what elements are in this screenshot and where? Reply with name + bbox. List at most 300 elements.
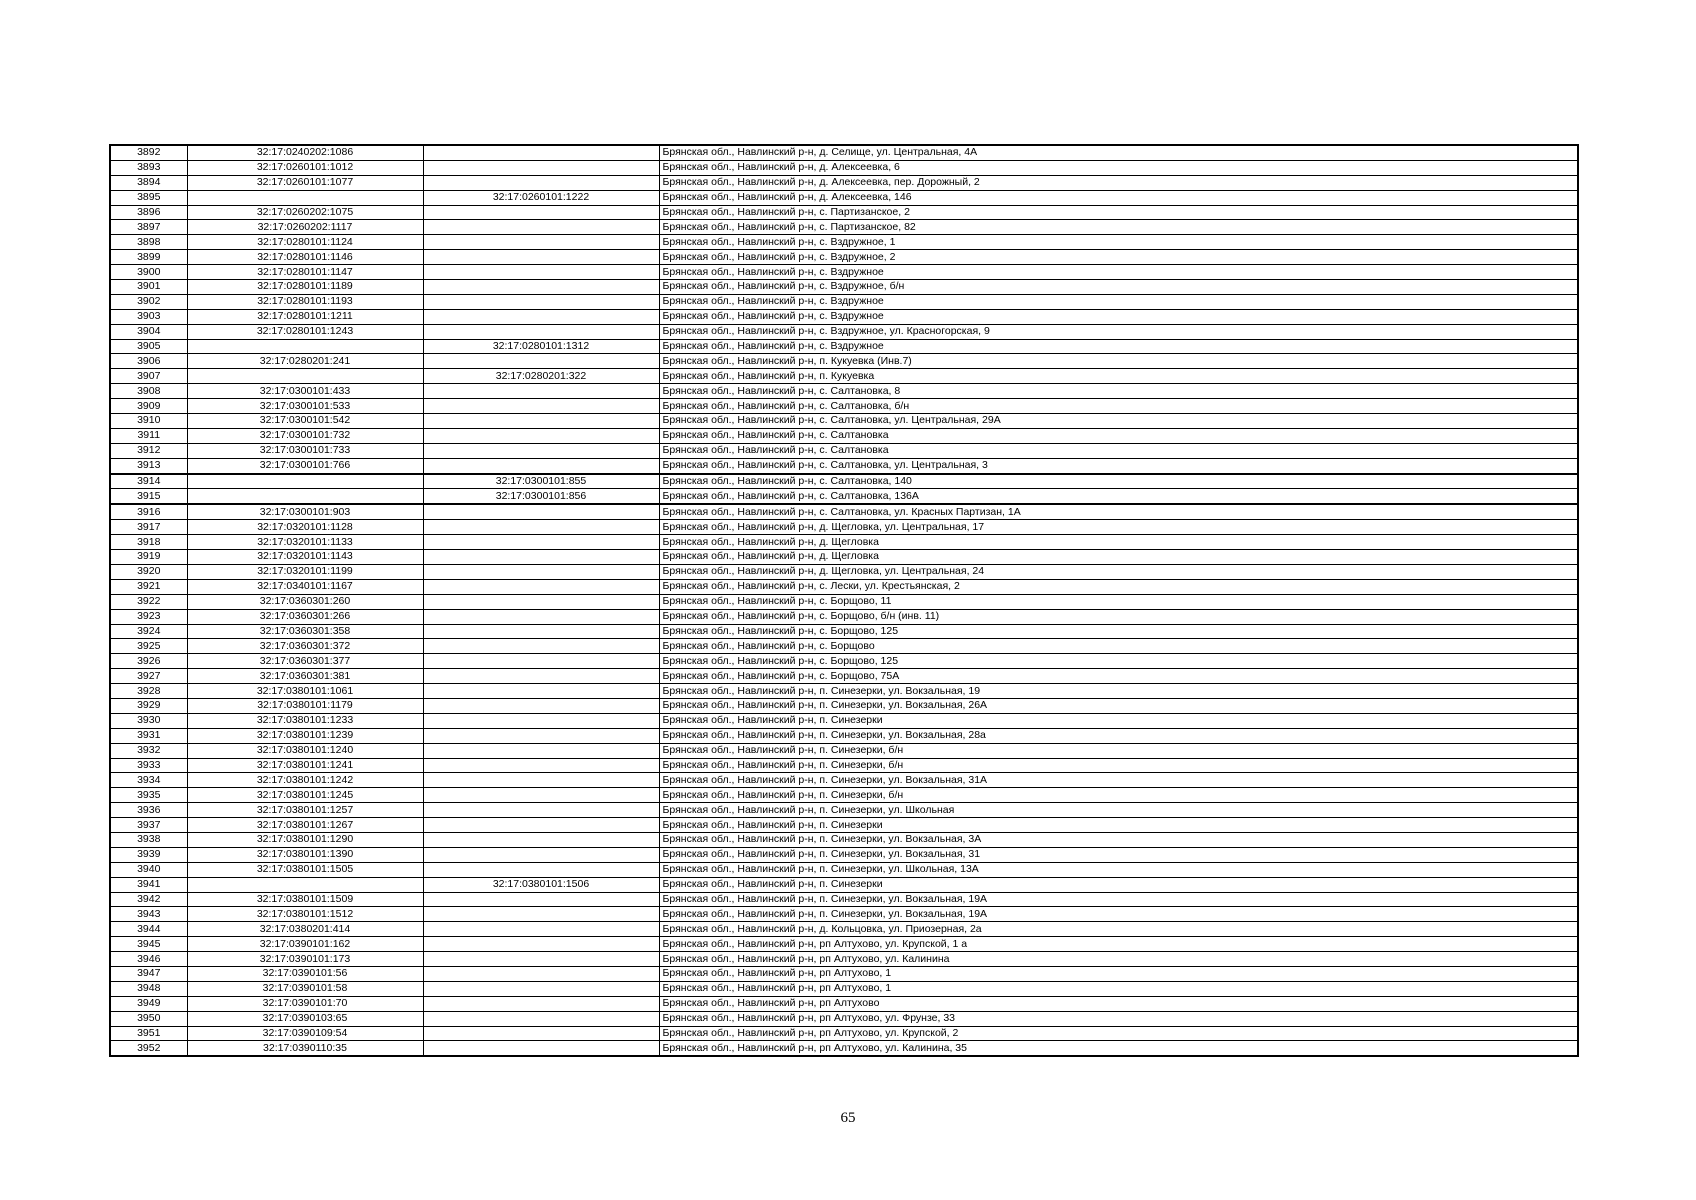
row-number-cell: 3892 xyxy=(110,145,187,160)
cadastral-number-cell: 32:17:0260101:1077 xyxy=(187,175,423,190)
registry-table-body xyxy=(110,145,1578,1056)
row-number-cell: 3926 xyxy=(110,654,187,669)
table-row xyxy=(110,996,1578,1011)
address-cell: Брянская обл., Навлинский р-н, рп Алтухово, 1 xyxy=(659,966,1578,981)
row-number-cell: 3898 xyxy=(110,235,187,250)
row-number-cell: 3905 xyxy=(110,339,187,354)
address-cell: Брянская обл., Навлинский р-н, с. Вздружное, ул. Красногорская, 9 xyxy=(659,324,1578,339)
cadastral-number-alt-cell xyxy=(423,609,659,624)
address-cell: Брянская обл., Навлинский р-н, п. Синезерки, б/н xyxy=(659,788,1578,803)
row-number-cell: 3935 xyxy=(110,788,187,803)
row-number-cell: 3928 xyxy=(110,684,187,699)
cadastral-number-alt-cell xyxy=(423,535,659,550)
cadastral-number-cell: 32:17:0300101:903 xyxy=(187,504,423,519)
cadastral-number-cell: 32:17:0390101:173 xyxy=(187,952,423,967)
cadastral-number-alt-cell xyxy=(423,160,659,175)
cadastral-number-cell xyxy=(187,474,423,489)
table-row xyxy=(110,847,1578,862)
address-cell: Брянская обл., Навлинский р-н, п. Синезерки, ул. Вокзальная, 19 xyxy=(659,684,1578,699)
row-number-cell: 3927 xyxy=(110,669,187,684)
cadastral-number-alt-cell xyxy=(423,428,659,443)
cadastral-number-cell: 32:17:0260202:1075 xyxy=(187,205,423,220)
document-sheet xyxy=(109,144,1577,1057)
address-cell: Брянская обл., Навлинский р-н, п. Синезерки, ул. Вокзальная, 3А xyxy=(659,832,1578,847)
cadastral-number-alt-cell xyxy=(423,743,659,758)
address-cell: Брянская обл., Навлинский р-н, п. Синезерки, б/н xyxy=(659,743,1578,758)
row-number-cell: 3936 xyxy=(110,803,187,818)
address-cell: Брянская обл., Навлинский р-н, с. Борщово xyxy=(659,639,1578,654)
address-cell: Брянская обл., Навлинский р-н, д. Алексеевка, пер. Дорожный, 2 xyxy=(659,175,1578,190)
table-row xyxy=(110,205,1578,220)
cadastral-number-cell: 32:17:0380101:1240 xyxy=(187,743,423,758)
cadastral-number-alt-cell xyxy=(423,443,659,458)
cadastral-number-alt-cell xyxy=(423,952,659,967)
row-number-cell: 3916 xyxy=(110,504,187,519)
row-number-cell: 3900 xyxy=(110,265,187,280)
cadastral-number-cell: 32:17:0260202:1117 xyxy=(187,220,423,235)
row-number-cell: 3919 xyxy=(110,550,187,565)
cadastral-number-cell: 32:17:0320101:1199 xyxy=(187,564,423,579)
table-row xyxy=(110,818,1578,833)
table-row xyxy=(110,428,1578,443)
cadastral-number-cell xyxy=(187,877,423,892)
address-cell: Брянская обл., Навлинский р-н, рп Алтухово, ул. Крупской, 2 xyxy=(659,1026,1578,1041)
table-row xyxy=(110,339,1578,354)
address-cell: Брянская обл., Навлинский р-н, п. Синезерки, б/н xyxy=(659,758,1578,773)
address-cell: Брянская обл., Навлинский р-н, рп Алтухово xyxy=(659,996,1578,1011)
row-number-cell: 3947 xyxy=(110,966,187,981)
table-row xyxy=(110,1026,1578,1041)
table-row xyxy=(110,414,1578,429)
address-cell: Брянская обл., Навлинский р-н, п. Синезерки, ул. Школьная, 13А xyxy=(659,862,1578,877)
address-cell: Брянская обл., Навлинский р-н, д. Щегловка, ул. Центральная, 24 xyxy=(659,564,1578,579)
table-row xyxy=(110,564,1578,579)
row-number-cell: 3929 xyxy=(110,698,187,713)
row-number-cell: 3901 xyxy=(110,280,187,295)
cadastral-number-alt-cell xyxy=(423,250,659,265)
cadastral-number-alt-cell xyxy=(423,788,659,803)
row-number-cell: 3912 xyxy=(110,443,187,458)
address-cell: Брянская обл., Навлинский р-н, с. Вздружное xyxy=(659,265,1578,280)
cadastral-number-alt-cell xyxy=(423,847,659,862)
cadastral-number-cell: 32:17:0390101:70 xyxy=(187,996,423,1011)
table-row xyxy=(110,743,1578,758)
cadastral-number-alt-cell xyxy=(423,354,659,369)
table-row xyxy=(110,520,1578,535)
address-cell: Брянская обл., Навлинский р-н, д. Щегловка, ул. Центральная, 17 xyxy=(659,520,1578,535)
address-cell: Брянская обл., Навлинский р-н, с. Салтановка, ул. Красных Партизан, 1А xyxy=(659,504,1578,519)
row-number-cell: 3902 xyxy=(110,294,187,309)
table-row xyxy=(110,309,1578,324)
row-number-cell: 3933 xyxy=(110,758,187,773)
cadastral-number-cell: 32:17:0260101:1012 xyxy=(187,160,423,175)
cadastral-number-alt-cell xyxy=(423,654,659,669)
cadastral-number-alt-cell xyxy=(423,550,659,565)
row-number-cell: 3943 xyxy=(110,907,187,922)
address-cell: Брянская обл., Навлинский р-н, п. Синезерки, ул. Вокзальная, 31А xyxy=(659,773,1578,788)
cadastral-number-alt-cell xyxy=(423,1011,659,1026)
row-number-cell: 3952 xyxy=(110,1041,187,1056)
cadastral-number-alt-cell xyxy=(423,294,659,309)
cadastral-number-alt-cell xyxy=(423,773,659,788)
cadastral-number-cell: 32:17:0380101:1061 xyxy=(187,684,423,699)
cadastral-number-cell: 32:17:0280101:1124 xyxy=(187,235,423,250)
address-cell: Брянская обл., Навлинский р-н, с. Вздружное xyxy=(659,309,1578,324)
address-cell: Брянская обл., Навлинский р-н, рп Алтухово, ул. Фрунзе, 33 xyxy=(659,1011,1578,1026)
address-cell: Брянская обл., Навлинский р-н, с. Салтановка xyxy=(659,428,1578,443)
table-row xyxy=(110,145,1578,160)
address-cell: Брянская обл., Навлинский р-н, п. Синезерки, ул. Вокзальная, 28а xyxy=(659,728,1578,743)
cadastral-number-cell: 32:17:0280101:1146 xyxy=(187,250,423,265)
table-row xyxy=(110,758,1578,773)
table-row xyxy=(110,1011,1578,1026)
address-cell: Брянская обл., Навлинский р-н, с. Борщово, б/н (инв. 11) xyxy=(659,609,1578,624)
table-row xyxy=(110,966,1578,981)
address-cell: Брянская обл., Навлинский р-н, с. Лески, ул. Крестьянская, 2 xyxy=(659,579,1578,594)
cadastral-number-cell: 32:17:0320101:1133 xyxy=(187,535,423,550)
address-cell: Брянская обл., Навлинский р-н, рп Алтухово, ул. Калинина, 35 xyxy=(659,1041,1578,1056)
cadastral-number-cell: 32:17:0300101:733 xyxy=(187,443,423,458)
table-row xyxy=(110,952,1578,967)
cadastral-number-alt-cell xyxy=(423,937,659,952)
cadastral-number-cell: 32:17:0360301:266 xyxy=(187,609,423,624)
row-number-cell: 3925 xyxy=(110,639,187,654)
cadastral-number-cell: 32:17:0300101:732 xyxy=(187,428,423,443)
cadastral-number-cell: 32:17:0280101:1147 xyxy=(187,265,423,280)
cadastral-number-cell: 32:17:0380101:1179 xyxy=(187,698,423,713)
cadastral-number-cell: 32:17:0280201:241 xyxy=(187,354,423,369)
cadastral-number-alt-cell xyxy=(423,996,659,1011)
row-number-cell: 3946 xyxy=(110,952,187,967)
table-row xyxy=(110,713,1578,728)
row-number-cell: 3941 xyxy=(110,877,187,892)
table-row xyxy=(110,489,1578,504)
cadastral-number-alt-cell xyxy=(423,220,659,235)
cadastral-number-alt-cell xyxy=(423,684,659,699)
row-number-cell: 3895 xyxy=(110,190,187,205)
cadastral-number-alt-cell xyxy=(423,832,659,847)
row-number-cell: 3908 xyxy=(110,384,187,399)
address-cell: Брянская обл., Навлинский р-н, с. Партизанское, 82 xyxy=(659,220,1578,235)
address-cell: Брянская обл., Навлинский р-н, с. Вздружное, 2 xyxy=(659,250,1578,265)
cadastral-number-cell: 32:17:0380101:1505 xyxy=(187,862,423,877)
cadastral-number-cell: 32:17:0380101:1512 xyxy=(187,907,423,922)
row-number-cell: 3920 xyxy=(110,564,187,579)
cadastral-number-alt-cell xyxy=(423,818,659,833)
cadastral-number-cell: 32:17:0360301:381 xyxy=(187,669,423,684)
address-cell: Брянская обл., Навлинский р-н, с. Борщово, 125 xyxy=(659,654,1578,669)
table-row xyxy=(110,728,1578,743)
row-number-cell: 3942 xyxy=(110,892,187,907)
cadastral-number-alt-cell xyxy=(423,713,659,728)
cadastral-number-alt-cell xyxy=(423,922,659,937)
table-row xyxy=(110,175,1578,190)
address-cell: Брянская обл., Навлинский р-н, п. Кукуевка (Инв.7) xyxy=(659,354,1578,369)
cadastral-number-alt-cell: 32:17:0260101:1222 xyxy=(423,190,659,205)
cadastral-number-alt-cell xyxy=(423,309,659,324)
row-number-cell: 3914 xyxy=(110,474,187,489)
table-row xyxy=(110,443,1578,458)
cadastral-number-cell xyxy=(187,339,423,354)
row-number-cell: 3924 xyxy=(110,624,187,639)
table-row xyxy=(110,832,1578,847)
cadastral-number-alt-cell xyxy=(423,624,659,639)
address-cell: Брянская обл., Навлинский р-н, п. Синезерки xyxy=(659,877,1578,892)
cadastral-number-alt-cell xyxy=(423,728,659,743)
address-cell: Брянская обл., Навлинский р-н, д. Кольцовка, ул. Приозерная, 2а xyxy=(659,922,1578,937)
cadastral-number-cell: 32:17:0360301:358 xyxy=(187,624,423,639)
table-row xyxy=(110,803,1578,818)
table-row xyxy=(110,669,1578,684)
cadastral-number-cell: 32:17:0380101:1290 xyxy=(187,832,423,847)
row-number-cell: 3931 xyxy=(110,728,187,743)
table-row xyxy=(110,1041,1578,1056)
address-cell: Брянская обл., Навлинский р-н, рп Алтухово, ул. Калинина xyxy=(659,952,1578,967)
address-cell: Брянская обл., Навлинский р-н, с. Салтановка, 140 xyxy=(659,474,1578,489)
address-cell: Брянская обл., Навлинский р-н, с. Салтановка, б/н xyxy=(659,399,1578,414)
row-number-cell: 3945 xyxy=(110,937,187,952)
cadastral-number-cell: 32:17:0300101:542 xyxy=(187,414,423,429)
row-number-cell: 3913 xyxy=(110,458,187,473)
address-cell: Брянская обл., Навлинский р-н, с. Салтановка, 136А xyxy=(659,489,1578,504)
cadastral-number-cell: 32:17:0320101:1128 xyxy=(187,520,423,535)
cadastral-number-cell: 32:17:0380101:1257 xyxy=(187,803,423,818)
cadastral-number-cell: 32:17:0320101:1143 xyxy=(187,550,423,565)
cadastral-number-alt-cell xyxy=(423,892,659,907)
row-number-cell: 3939 xyxy=(110,847,187,862)
cadastral-number-cell xyxy=(187,190,423,205)
row-number-cell: 3899 xyxy=(110,250,187,265)
cadastral-number-alt-cell xyxy=(423,758,659,773)
table-row xyxy=(110,190,1578,205)
cadastral-number-alt-cell xyxy=(423,639,659,654)
table-row xyxy=(110,624,1578,639)
address-cell: Брянская обл., Навлинский р-н, с. Салтановка, 8 xyxy=(659,384,1578,399)
table-row xyxy=(110,399,1578,414)
cadastral-number-cell: 32:17:0280101:1211 xyxy=(187,309,423,324)
table-row xyxy=(110,235,1578,250)
table-row xyxy=(110,698,1578,713)
cadastral-number-alt-cell xyxy=(423,594,659,609)
address-cell: Брянская обл., Навлинский р-н, с. Партизанское, 2 xyxy=(659,205,1578,220)
cadastral-number-alt-cell xyxy=(423,966,659,981)
table-row xyxy=(110,280,1578,295)
address-cell: Брянская обл., Навлинский р-н, д. Алексеевка, 6 xyxy=(659,160,1578,175)
cadastral-number-cell xyxy=(187,489,423,504)
address-cell: Брянская обл., Навлинский р-н, с. Вздружное, 1 xyxy=(659,235,1578,250)
cadastral-number-alt-cell xyxy=(423,862,659,877)
row-number-cell: 3923 xyxy=(110,609,187,624)
address-cell: Брянская обл., Навлинский р-н, п. Синезерки, ул. Вокзальная, 19А xyxy=(659,907,1578,922)
row-number-cell: 3937 xyxy=(110,818,187,833)
table-row xyxy=(110,535,1578,550)
table-row xyxy=(110,474,1578,489)
cadastral-number-cell: 32:17:0380101:1241 xyxy=(187,758,423,773)
address-cell: Брянская обл., Навлинский р-н, с. Салтановка xyxy=(659,443,1578,458)
cadastral-number-cell: 32:17:0300101:533 xyxy=(187,399,423,414)
table-row xyxy=(110,265,1578,280)
row-number-cell: 3906 xyxy=(110,354,187,369)
cadastral-number-alt-cell xyxy=(423,205,659,220)
cadastral-number-alt-cell xyxy=(423,458,659,473)
table-row xyxy=(110,220,1578,235)
row-number-cell: 3949 xyxy=(110,996,187,1011)
address-cell: Брянская обл., Навлинский р-н, п. Кукуевка xyxy=(659,369,1578,384)
address-cell: Брянская обл., Навлинский р-н, п. Синезерки, ул. Школьная xyxy=(659,803,1578,818)
address-cell: Брянская обл., Навлинский р-н, д. Алексеевка, 146 xyxy=(659,190,1578,205)
cadastral-number-alt-cell xyxy=(423,399,659,414)
table-row xyxy=(110,877,1578,892)
address-cell: Брянская обл., Навлинский р-н, д. Щегловка xyxy=(659,550,1578,565)
row-number-cell: 3915 xyxy=(110,489,187,504)
cadastral-number-alt-cell xyxy=(423,564,659,579)
table-row xyxy=(110,654,1578,669)
table-row xyxy=(110,384,1578,399)
cadastral-number-cell: 32:17:0380101:1233 xyxy=(187,713,423,728)
row-number-cell: 3951 xyxy=(110,1026,187,1041)
page-number: 65 xyxy=(840,1110,856,1126)
cadastral-number-cell: 32:17:0390101:162 xyxy=(187,937,423,952)
row-number-cell: 3910 xyxy=(110,414,187,429)
cadastral-number-cell: 32:17:0380201:414 xyxy=(187,922,423,937)
address-cell: Брянская обл., Навлинский р-н, с. Салтановка, ул. Центральная, 29А xyxy=(659,414,1578,429)
cadastral-number-alt-cell: 32:17:0300101:855 xyxy=(423,474,659,489)
address-cell: Брянская обл., Навлинский р-н, с. Борщово, 75А xyxy=(659,669,1578,684)
table-row xyxy=(110,788,1578,803)
address-cell: Брянская обл., Навлинский р-н, с. Салтановка, ул. Центральная, 3 xyxy=(659,458,1578,473)
address-cell: Брянская обл., Навлинский р-н, д. Селище, ул. Центральная, 4А xyxy=(659,145,1578,160)
cadastral-number-alt-cell xyxy=(423,384,659,399)
cadastral-number-cell: 32:17:0380101:1267 xyxy=(187,818,423,833)
table-row xyxy=(110,609,1578,624)
table-row xyxy=(110,892,1578,907)
address-cell: Брянская обл., Навлинский р-н, с. Вздружное xyxy=(659,294,1578,309)
row-number-cell: 3938 xyxy=(110,832,187,847)
cadastral-number-cell: 32:17:0340101:1167 xyxy=(187,579,423,594)
table-row xyxy=(110,579,1578,594)
address-cell: Брянская обл., Навлинский р-н, п. Синезерки, ул. Вокзальная, 19А xyxy=(659,892,1578,907)
row-number-cell: 3934 xyxy=(110,773,187,788)
cadastral-number-alt-cell xyxy=(423,280,659,295)
cadastral-number-cell: 32:17:0280101:1193 xyxy=(187,294,423,309)
address-cell: Брянская обл., Навлинский р-н, с. Борщово, 125 xyxy=(659,624,1578,639)
cadastral-number-alt-cell xyxy=(423,504,659,519)
cadastral-number-cell: 32:17:0360301:372 xyxy=(187,639,423,654)
cadastral-number-cell: 32:17:0380101:1239 xyxy=(187,728,423,743)
table-row xyxy=(110,294,1578,309)
table-row xyxy=(110,639,1578,654)
cadastral-number-cell: 32:17:0360301:377 xyxy=(187,654,423,669)
cadastral-number-cell: 32:17:0280101:1189 xyxy=(187,280,423,295)
address-cell: Брянская обл., Навлинский р-н, с. Вздружное, б/н xyxy=(659,280,1578,295)
cadastral-number-alt-cell: 32:17:0280101:1312 xyxy=(423,339,659,354)
cadastral-number-alt-cell xyxy=(423,669,659,684)
address-cell: Брянская обл., Навлинский р-н, д. Щегловка xyxy=(659,535,1578,550)
table-row xyxy=(110,773,1578,788)
row-number-cell: 3903 xyxy=(110,309,187,324)
row-number-cell: 3894 xyxy=(110,175,187,190)
cadastral-number-alt-cell xyxy=(423,324,659,339)
cadastral-number-alt-cell xyxy=(423,175,659,190)
address-cell: Брянская обл., Навлинский р-н, с. Борщово, 11 xyxy=(659,594,1578,609)
cadastral-number-cell: 32:17:0390101:56 xyxy=(187,966,423,981)
cadastral-number-cell xyxy=(187,369,423,384)
row-number-cell: 3909 xyxy=(110,399,187,414)
row-number-cell: 3907 xyxy=(110,369,187,384)
cadastral-number-cell: 32:17:0300101:433 xyxy=(187,384,423,399)
cadastral-number-cell: 32:17:0360301:260 xyxy=(187,594,423,609)
cadastral-number-alt-cell xyxy=(423,235,659,250)
cadastral-number-alt-cell xyxy=(423,145,659,160)
table-row xyxy=(110,981,1578,996)
cadastral-number-cell: 32:17:0380101:1390 xyxy=(187,847,423,862)
cadastral-number-cell: 32:17:0380101:1242 xyxy=(187,773,423,788)
row-number-cell: 3921 xyxy=(110,579,187,594)
address-cell: Брянская обл., Навлинский р-н, рп Алтухово, ул. Крупской, 1 а xyxy=(659,937,1578,952)
table-row xyxy=(110,550,1578,565)
table-row xyxy=(110,937,1578,952)
table-row xyxy=(110,324,1578,339)
cadastral-number-cell: 32:17:0390109:54 xyxy=(187,1026,423,1041)
cadastral-number-cell: 32:17:0390110:35 xyxy=(187,1041,423,1056)
row-number-cell: 3893 xyxy=(110,160,187,175)
cadastral-number-cell: 32:17:0380101:1245 xyxy=(187,788,423,803)
row-number-cell: 3932 xyxy=(110,743,187,758)
table-row xyxy=(110,458,1578,473)
table-row xyxy=(110,922,1578,937)
row-number-cell: 3897 xyxy=(110,220,187,235)
cadastral-number-alt-cell xyxy=(423,698,659,713)
table-row xyxy=(110,354,1578,369)
cadastral-number-alt-cell xyxy=(423,265,659,280)
address-cell: Брянская обл., Навлинский р-н, п. Синезерки, ул. Вокзальная, 31 xyxy=(659,847,1578,862)
row-number-cell: 3950 xyxy=(110,1011,187,1026)
row-number-cell: 3940 xyxy=(110,862,187,877)
cadastral-number-alt-cell: 32:17:0380101:1506 xyxy=(423,877,659,892)
cadastral-number-cell: 32:17:0240202:1086 xyxy=(187,145,423,160)
table-row xyxy=(110,160,1578,175)
cadastral-number-alt-cell xyxy=(423,907,659,922)
cadastral-number-cell: 32:17:0390103:65 xyxy=(187,1011,423,1026)
row-number-cell: 3948 xyxy=(110,981,187,996)
table-row xyxy=(110,594,1578,609)
cadastral-number-alt-cell xyxy=(423,1041,659,1056)
address-cell: Брянская обл., Навлинский р-н, п. Синезерки, ул. Вокзальная, 26А xyxy=(659,698,1578,713)
cadastral-number-alt-cell xyxy=(423,579,659,594)
address-cell: Брянская обл., Навлинский р-н, п. Синезерки xyxy=(659,713,1578,728)
cadastral-number-alt-cell xyxy=(423,981,659,996)
row-number-cell: 3930 xyxy=(110,713,187,728)
cadastral-number-cell: 32:17:0380101:1509 xyxy=(187,892,423,907)
row-number-cell: 3918 xyxy=(110,535,187,550)
row-number-cell: 3904 xyxy=(110,324,187,339)
cadastral-number-alt-cell xyxy=(423,1026,659,1041)
row-number-cell: 3944 xyxy=(110,922,187,937)
table-row xyxy=(110,250,1578,265)
cadastral-number-alt-cell: 32:17:0300101:856 xyxy=(423,489,659,504)
table-row xyxy=(110,369,1578,384)
table-row xyxy=(110,504,1578,519)
table-row xyxy=(110,684,1578,699)
row-number-cell: 3911 xyxy=(110,428,187,443)
row-number-cell: 3896 xyxy=(110,205,187,220)
cadastral-number-cell: 32:17:0300101:766 xyxy=(187,458,423,473)
cadastral-number-alt-cell xyxy=(423,520,659,535)
row-number-cell: 3917 xyxy=(110,520,187,535)
cadastral-number-alt-cell xyxy=(423,803,659,818)
cadastral-number-alt-cell xyxy=(423,414,659,429)
table-row xyxy=(110,862,1578,877)
